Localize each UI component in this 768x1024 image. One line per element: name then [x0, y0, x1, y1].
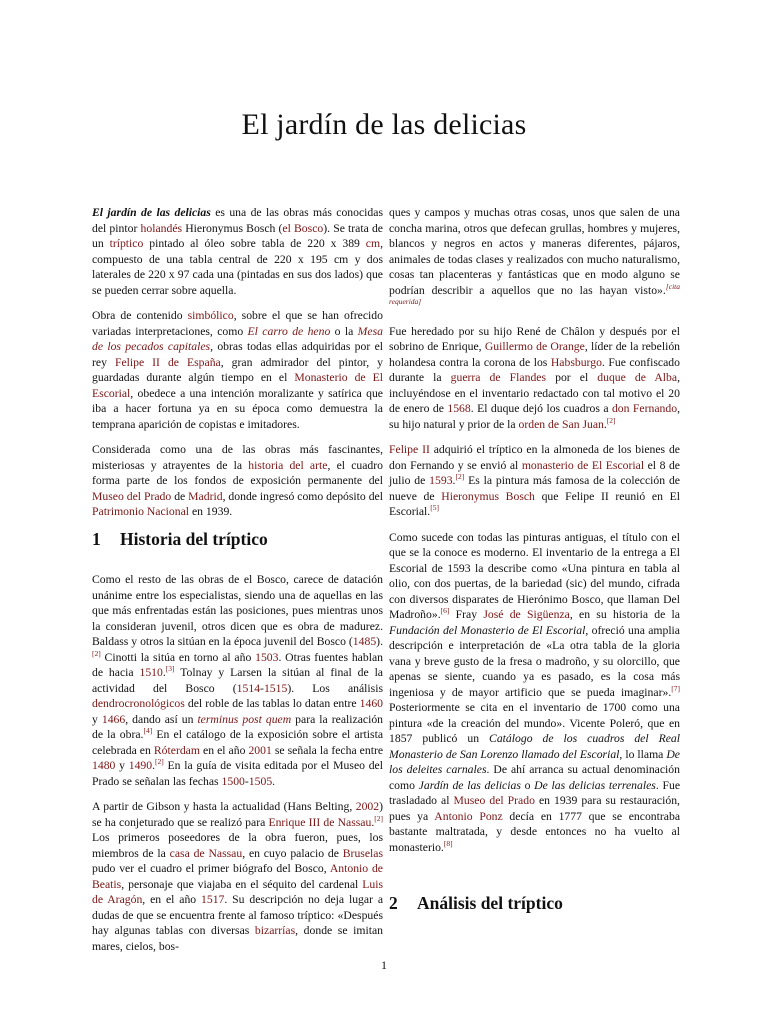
wiki-link[interactable]: tríptico: [109, 237, 144, 250]
left-column: [92, 205, 383, 530]
text-run: , líder de la rebelión holandesa contra la corona de los: [389, 340, 681, 369]
text-run: , lo llama: [619, 747, 667, 761]
text-run: ). Se trata de un: [92, 221, 383, 250]
wiki-link[interactable]: holandés: [140, 221, 183, 235]
section-title: Análisis del tríptico: [417, 893, 563, 913]
wiki-link[interactable]: 1514: [236, 681, 261, 695]
text-run: y: [92, 712, 102, 726]
text-run: , donde ingresó como depósito del: [222, 489, 383, 503]
wiki-link[interactable]: 2001: [248, 743, 272, 757]
text-run: , en cuyo palacio de: [242, 846, 343, 860]
wiki-link[interactable]: Monasterio de El Escorial: [92, 371, 383, 400]
paragraph: [389, 442, 680, 520]
text-run: pudo ver el cuadro el primer biógrafo del Bosco,: [92, 862, 330, 875]
wiki-link[interactable]: Felipe II: [389, 443, 430, 456]
wiki-link[interactable]: El carro de heno: [247, 324, 331, 338]
wiki-link[interactable]: 1515: [263, 681, 288, 695]
section-title: Historia del tríptico: [120, 529, 268, 549]
text-run: Considerada como una de las obras más fascinantes, misteriosas y atrayentes de la: [92, 443, 383, 472]
section-number: 2: [389, 893, 398, 913]
wiki-link[interactable]: Patrimonio Nacional: [92, 505, 190, 518]
text-run: -: [244, 774, 249, 788]
text-run: que Felipe II reunió en El Escorial.: [389, 489, 680, 518]
text-run: .: [452, 474, 456, 487]
text-run: del roble de las tablas lo datan entre: [184, 697, 360, 710]
paragraph: [389, 324, 680, 433]
page-number: 1: [381, 958, 387, 972]
section-heading-historia: [92, 529, 268, 550]
text-run: Obra de contenido: [92, 309, 188, 322]
wiki-link[interactable]: 1466: [101, 712, 126, 726]
text-run: en 1939.: [189, 505, 233, 518]
text-run: . El duque dejó los cuadros a: [470, 402, 612, 415]
text-run: , en su historia de la: [569, 608, 680, 621]
intro-paragraphs: [92, 205, 383, 520]
paragraph: [92, 442, 383, 520]
text-run: Hieronymus Bosch (: [182, 221, 283, 235]
left-column-history: [92, 572, 383, 964]
text-run: El jardín de las delicias: [92, 206, 211, 219]
paragraph: [92, 308, 383, 432]
wiki-link[interactable]: cm: [365, 237, 381, 250]
citation-link[interactable]: [6]: [440, 606, 450, 615]
wiki-link[interactable]: Habsburgo: [550, 355, 602, 369]
wiki-link[interactable]: 2002: [355, 800, 380, 813]
text-run: en el año: [199, 743, 249, 757]
text-run: por el: [546, 371, 598, 384]
paragraph: [92, 799, 383, 954]
right-paragraphs: [389, 205, 680, 855]
text-run: .: [152, 759, 156, 772]
citation-link[interactable]: [cita requerida]: [389, 281, 680, 306]
text-run: Fundación del Monasterio de El Escorial: [389, 623, 586, 637]
text-run: De los deleites carnales: [389, 747, 680, 776]
text-run: , gran admirador del pintor, y guardadas durante algún tiempo en el: [92, 355, 383, 384]
citation-link[interactable]: [2]: [374, 813, 383, 823]
page-title: El jardín de las delicias: [241, 108, 527, 141]
text-run: Fray: [449, 608, 484, 621]
text-run: decía en 1777 que se encontraba bastante maltratada, y desde entonces no ha vuelto al monasterio.: [389, 809, 681, 854]
text-run: . Otras fuentes hablan de hacia: [92, 650, 383, 679]
citation-link[interactable]: [7]: [671, 683, 680, 693]
text-run: de: [171, 489, 189, 503]
citation-link[interactable]: [2]: [92, 648, 101, 658]
text-run: Posteriormente se cita en el inventario de 1700 como una pintura «de la creación del mundo». Vicente Poleró, que en 1857 publicó un: [389, 701, 680, 745]
text-run: .: [371, 815, 375, 829]
paragraph: [389, 530, 680, 856]
wiki-link[interactable]: bizarrías: [254, 924, 296, 937]
citation-link[interactable]: [3]: [165, 664, 175, 673]
text-run: ).: [376, 635, 383, 648]
text-run: , obedece a una intención moralizante y satírica que iba a hacer fortuna ya en su época como demuestra la temprana aparición de copistas e imitadores.: [92, 386, 383, 431]
wiki-link[interactable]: 1510: [139, 666, 163, 679]
text-run: , compuesto de una tabla central de 220 x 195 cm y dos laterales de 220 x 97 cada una (pintadas en sus dos lados) que se pueden cerrar sobre aquella.: [92, 237, 383, 297]
text-run: Catálogo de los cuadros del Real Monasterio de San Lorenzo llamado del Escorial: [389, 732, 681, 761]
text-run: .: [272, 774, 276, 788]
text-run: en 1939 para su restauración, pues ya: [389, 794, 680, 823]
text-run: , en el año: [142, 893, 201, 906]
wiki-link[interactable]: José de Sigüenza: [483, 608, 570, 621]
text-run: adquirió el tríptico en la almoneda de los bienes de don Fernando y se envió al: [389, 443, 680, 472]
wiki-link[interactable]: Enrique III de Nassau: [268, 815, 372, 829]
text-run: , su hijo natural y prior de la: [389, 402, 680, 431]
section-heading-analisis: [389, 893, 563, 914]
text-run: ). Los análisis: [287, 681, 383, 695]
wiki-link[interactable]: 1568: [447, 402, 471, 415]
wiki-link[interactable]: Guillermo de Orange: [484, 340, 585, 353]
text-run: A partir de Gibson y hasta la actualidad (Hans Belting,: [92, 800, 356, 813]
wiki-link[interactable]: Bruselas: [342, 846, 384, 860]
paragraph: [92, 205, 383, 298]
text-run: -: [260, 681, 264, 695]
paragraph: [92, 572, 383, 789]
text-run: .: [162, 666, 166, 679]
text-run: . Fue trasladado al: [389, 778, 681, 807]
wiki-link[interactable]: 1500: [221, 774, 245, 788]
wiki-link[interactable]: Felipe II de España: [114, 355, 221, 369]
text-run: , obras todas ellas adquiridas por el rey: [92, 340, 383, 369]
wiki-link[interactable]: casa de Nassau: [169, 846, 243, 860]
wiki-link[interactable]: 1460: [359, 697, 383, 710]
text-run: Como sucede con todas las pinturas antiguas, el título con el que se la conoce es moderno. El inventario de la entrega a El Escorial de 1593 la describe como «Una pintura en tabla al olio, con dos puertas, de la bariedad (sic) del mundo, cifrada con diversos disparates de Hierónimo Bosco, que llaman Del Madroño».: [389, 530, 680, 621]
text-run: Es la pintura más famosa de la colección de nueve de: [389, 474, 680, 503]
text-run: ques y campos y muchas otras cosas, unos que salen de una concha marina, otros que defecan grullas, hombres y mujeres, blancos y negros en actos y maneras diferentes, pájaros, animales de todas clases y realizados con mucho naturalismo, cosas tan placenteras y fantásticas que en modo alguno se podrían describir a aquellos que no las hayan visto».: [389, 206, 680, 297]
text-run: . Fue confiscado durante la: [389, 355, 680, 384]
wiki-link[interactable]: historia del arte: [248, 458, 328, 472]
text-run: se señala la fecha entre: [271, 743, 384, 757]
citation-link[interactable]: [2]: [455, 472, 465, 481]
text-run: , sobre el que se han ofrecido variadas interpretaciones, como: [92, 309, 383, 338]
wiki-link[interactable]: Madrid: [188, 489, 223, 503]
paragraph: [389, 205, 680, 314]
wiki-link[interactable]: duque de Alba: [597, 371, 678, 384]
wiki-link[interactable]: 1593: [429, 474, 453, 487]
wiki-link[interactable]: Museo del Prado: [453, 794, 535, 807]
citation-link[interactable]: [2]: [606, 415, 616, 425]
text-run: para la realización de la obra.: [92, 712, 384, 741]
citation-link[interactable]: [4]: [143, 726, 153, 735]
text-run: Tolnay y Larsen la sitúan al final de la actividad del Bosco (: [92, 666, 383, 695]
history-paragraphs: [92, 572, 383, 954]
wiki-link[interactable]: monasterio de El Escorial: [521, 458, 645, 472]
wiki-link[interactable]: Museo del Prado: [92, 489, 172, 503]
text-run: es una de las obras más conocidas del pintor: [92, 206, 384, 235]
text-run: o: [520, 778, 535, 792]
wiki-link[interactable]: Antonio de Beatis: [92, 862, 383, 891]
wiki-link[interactable]: orden de San Juan: [518, 417, 604, 431]
text-run: o la: [330, 324, 358, 338]
wiki-link[interactable]: Antonio Ponz: [434, 809, 503, 823]
text-run: . De ahí arranca su actual denominación como: [389, 763, 680, 792]
wiki-link[interactable]: 1480: [92, 759, 116, 772]
wiki-link[interactable]: 1503: [255, 650, 279, 664]
wiki-link[interactable]: el Bosco: [282, 221, 324, 235]
citation-link[interactable]: [5]: [430, 503, 439, 512]
text-run: Como el resto de las obras de el Bosco, carece de datación unánime entre los especialistas, siendo una de aquellas en las que más enfrentadas están las posiciones, pues mientras unos la consideran juvenil, otros dicen que es obra de madurez. Baldass y otros la sitúan en la época juvenil del Bosco (: [92, 573, 383, 648]
wiki-link[interactable]: terminus post quem: [197, 712, 292, 726]
wiki-link[interactable]: Róterdam: [153, 743, 200, 757]
wiki-link[interactable]: 1517: [201, 893, 225, 906]
wiki-link[interactable]: dendrocronológicos: [92, 697, 185, 710]
text-run: , personaje que viajaba en el séquito del cardenal: [121, 877, 363, 891]
text-run: , dando así un: [125, 712, 198, 726]
wiki-link[interactable]: Luis de Aragón: [92, 877, 383, 906]
text-run: Cinotti la sitúa en torno al año: [100, 650, 256, 664]
section-number: 1: [92, 529, 101, 549]
wiki-link[interactable]: Mesa de los pecados capitales: [92, 324, 383, 353]
text-run: , incluyéndose en el inventario redactado con tal motivo el 20 de enero de: [389, 371, 681, 415]
citation-link[interactable]: [2]: [155, 757, 164, 766]
text-run: Los primeros poseedores de la obra fueron, pues, los miembros de la: [92, 831, 383, 860]
wiki-link[interactable]: guerra de Flandes: [450, 371, 547, 384]
text-run: En la guía de visita editada por el Museo del Prado se señalan las fechas: [92, 759, 383, 788]
wiki-link[interactable]: don Fernando: [611, 402, 678, 415]
wiki-link[interactable]: Hieronymus Bosch: [441, 489, 535, 503]
text-run: . Su descripción no deja lugar a dudas de que se encuentra frente al famoso tríptico: «Después hay algunas tablas con diversas: [92, 893, 384, 937]
text-run: De las delicias terrenales: [534, 778, 656, 792]
text-run: .: [603, 417, 607, 431]
text-run: En el catálogo de la exposición sobre el artista celebrada en: [92, 728, 384, 757]
text-run: Fue heredado por su hijo René de Châlon y después por el sobrino de Enrique,: [389, 324, 680, 353]
wiki-link[interactable]: 1505: [248, 774, 273, 788]
text-run: , ofreció una amplia descripción e interpretación de «La otra tabla de la gloria vana y breve gusto de la fresa o madroño, y su olorcillo, que apenas se siente, cuando ya es pasado, es la cosa más ingeniosa y de mayor artificio que se pueda imaginar».: [389, 623, 680, 699]
text-run: , el cuadro forma parte de los fondos de exposición permanente del: [92, 458, 383, 487]
text-run: ) se ha conjeturado que se realizó para: [92, 800, 383, 829]
text-run: Jardín de las delicias: [418, 778, 521, 792]
wiki-link[interactable]: 1485: [352, 635, 377, 648]
right-column: [389, 205, 680, 865]
text-run: , donde se imitan mares, cielos, bos-: [92, 924, 383, 953]
text-run: el 8 de julio de: [389, 458, 680, 487]
text-run: pintado al óleo sobre tabla de 220 x 389: [143, 237, 366, 250]
text-run: y: [115, 759, 129, 772]
wiki-link[interactable]: 1490: [128, 759, 153, 772]
wiki-link[interactable]: simbólico: [187, 309, 234, 322]
citation-link[interactable]: [8]: [443, 838, 453, 848]
